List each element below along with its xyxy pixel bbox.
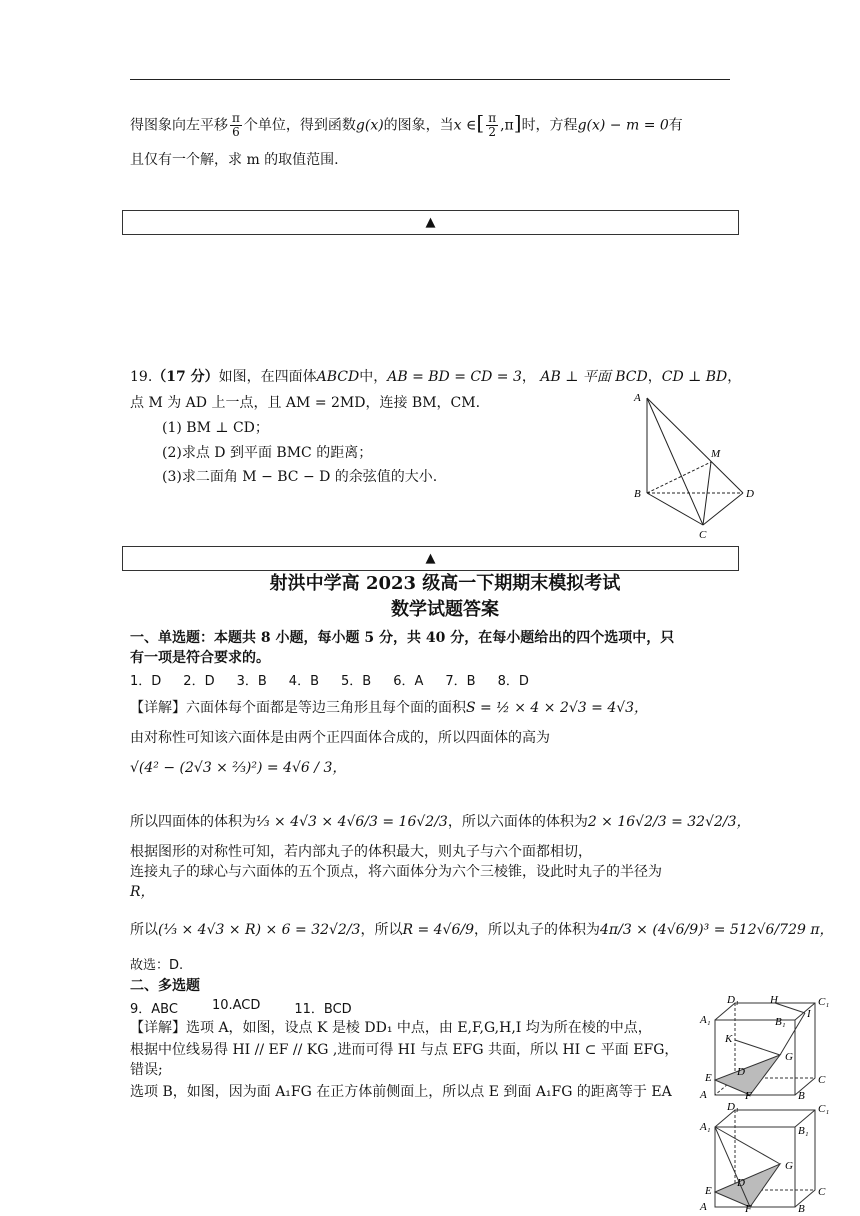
q19-part3: (3)求二面角 M − BC − D 的余弦值的大小. xyxy=(162,469,438,485)
answers-title: 射洪中学高 2023 级高一下期期末模拟考试 xyxy=(269,573,621,594)
svg-text:G: G xyxy=(785,1051,793,1063)
label-c: C xyxy=(699,529,707,541)
svg-text:K: K xyxy=(725,1033,733,1045)
label-b: B xyxy=(634,488,641,500)
explain-line1: 【详解】选项 A，如图，设点 K 是棱 DD₁ 中点，由 E,F,G,H,I 均为所在棱的中点， xyxy=(130,1020,652,1036)
svg-text:A₁: A₁ xyxy=(700,1121,711,1133)
answers-subtitle: 数学试题答案 xyxy=(391,599,499,620)
shift-fraction: $\frac{\pi}{6}$ xyxy=(232,111,240,139)
svg-text:D₁: D₁ xyxy=(727,1102,739,1113)
svg-text:B₁: B₁ xyxy=(798,1125,809,1137)
section2-heading: 二、多选题 xyxy=(130,978,200,994)
label-a: A xyxy=(634,392,641,404)
svg-text:B₁: B₁ xyxy=(775,1016,786,1028)
svg-text:B: B xyxy=(798,1203,805,1214)
svg-text:C: C xyxy=(818,1186,826,1198)
multi-answer: 11．BCD xyxy=(294,1002,352,1017)
detail-line6: 连接丸子的球心与六面体的五个顶点，将六面体分为六个三棱锥，设此时丸子的半径为 xyxy=(130,864,662,880)
svg-text:H: H xyxy=(770,995,778,1006)
svg-text:A: A xyxy=(700,1089,707,1100)
mc-answer: 5．B xyxy=(341,674,372,689)
cube-figure-2 xyxy=(695,1102,835,1214)
mc-answer: 8．D xyxy=(497,674,529,689)
detail-line3: √(4² − (2√3 × ⅔)²) = 4√6 / 3， xyxy=(130,760,347,776)
svg-text:C₁: C₁ xyxy=(818,1103,830,1115)
detail-line5: 根据图形的对称性可知，若内部丸子的体积最大，则丸子与六个面都相切， xyxy=(130,844,592,860)
q18-line2: 且仅有一个解，求 m 的取值范围. xyxy=(130,152,339,168)
mc-answer: 1．D xyxy=(130,674,162,689)
cube-figure-1 xyxy=(695,995,835,1100)
q19-part2: (2)求点 D 到平面 BMC 的距离； xyxy=(162,445,373,461)
detail-line2: 由对称性可知该六面体是由两个正四面体合成的，所以四面体的高为 xyxy=(130,730,550,746)
q19-line2: 点 M 为 AD 上一点，且 AM = 2MD，连接 BM，CM. xyxy=(130,395,481,411)
svg-text:B: B xyxy=(798,1090,805,1100)
svg-text:E: E xyxy=(705,1072,712,1084)
label-m: M xyxy=(711,448,721,460)
svg-text:C: C xyxy=(818,1074,826,1086)
mc-answer-row xyxy=(130,670,690,689)
svg-text:F: F xyxy=(745,1090,752,1100)
svg-text:E: E xyxy=(705,1185,712,1197)
svg-text:D₁: D₁ xyxy=(727,995,739,1006)
svg-text:F: F xyxy=(745,1203,752,1214)
svg-text:D: D xyxy=(737,1066,745,1078)
section1-heading: 一、单选题：本题共 8 小题，每小题 5 分，共 40 分，在每小题给出的四个选项中，只 xyxy=(130,630,675,646)
explain-line4: 选项 B，如图，因为面 A₁FG 在正方体前侧面上，所以点 E 到面 A₁FG 的距离等于 EA xyxy=(130,1084,672,1100)
q19-part1: (1) BM ⊥ CD； xyxy=(162,420,269,436)
detail-line4: 所以四面体的体积为⅓ × 4√3 × 4√6/3 = 16√2/3，所以六面体的体积为2 × 16√2/3 = 32√2/3， xyxy=(130,814,751,830)
explain-line2: 根据中位线易得 HI // EF // KG ,进而可得 HI 与点 EFG 共面，所以 HI ⊂ 平面 EFG， xyxy=(130,1042,679,1058)
q19-line1: 19.（17 分）如图，在四面体ABCD中，AB = BD = CD = 3， AB ⊥ 平面 BCD，CD ⊥ BD， xyxy=(130,369,742,385)
detail-conclusion: 故选：D. xyxy=(130,958,184,973)
tetrahedron-figure xyxy=(625,385,765,545)
q18-line1: 得图象向左平移 $\frac{\pi}{6}$ 个单位，得到函数g(x)的图象，当x ∈[ $\frac{\pi}{2}$ ,π]时，方程g(x) − m = 0有 xyxy=(130,110,683,139)
svg-text:C₁: C₁ xyxy=(818,996,830,1008)
svg-text:I: I xyxy=(807,1008,811,1020)
answer-area-box: ▲ xyxy=(122,210,739,235)
explain-line3: 错误; xyxy=(130,1062,163,1078)
svg-text:G: G xyxy=(785,1160,793,1172)
interval-fraction: $\frac{\pi}{2}$ xyxy=(488,111,497,139)
svg-text:A₁: A₁ xyxy=(700,1014,711,1026)
mc-answer: 6．A xyxy=(393,674,424,689)
multi-answer: 10.ACD xyxy=(211,998,261,1013)
multi-answer-row xyxy=(130,998,352,1017)
mc-answer: 3．B xyxy=(236,674,267,689)
multi-answer: 9．ABC xyxy=(130,1002,178,1017)
detail-line1: 【详解】六面体每个面都是等边三角形且每个面的面积S = ½ × 4 × 2√3 = 4√3， xyxy=(130,700,649,716)
label-d: D xyxy=(746,488,754,500)
detail-line7: R， xyxy=(130,884,155,900)
mc-answer: 2．D xyxy=(183,674,215,689)
answer-area-box-2: ▲ xyxy=(122,546,739,571)
mc-answer: 7．B xyxy=(445,674,476,689)
header-rule xyxy=(130,79,730,80)
svg-text:A: A xyxy=(700,1201,707,1213)
detail-line8: 所以(⅓ × 4√3 × R) × 6 = 32√2/3，所以R = 4√6/9，所以丸子的体积为4π/3 × (4√6/9)³ = 512√6/729 π， xyxy=(130,922,834,938)
mc-answer: 4．B xyxy=(288,674,319,689)
svg-text:D: D xyxy=(737,1177,745,1189)
section1-heading-cont: 有一项是符合要求的。 xyxy=(130,650,270,666)
